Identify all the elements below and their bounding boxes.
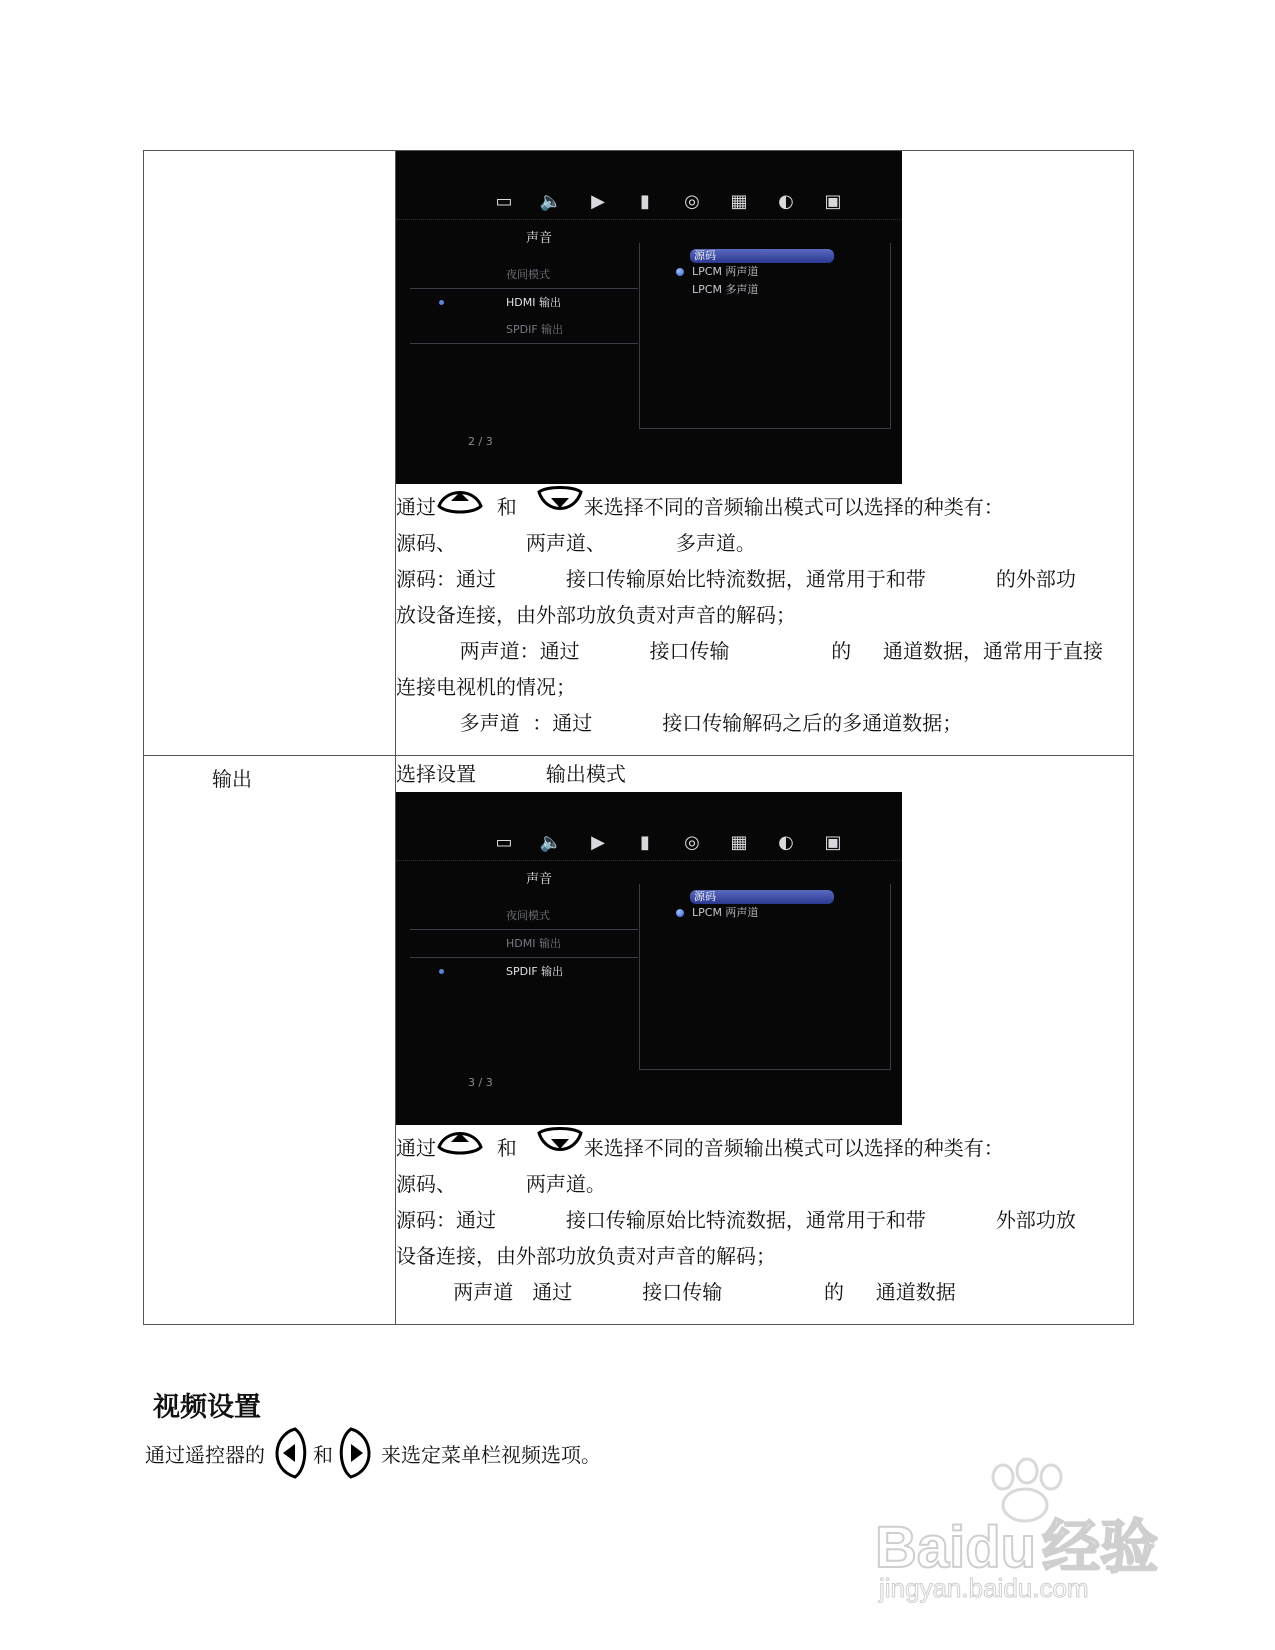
paragraph-line: 多声道 ：通过 接口传输解码之后的多通道数据； [396,711,963,735]
option-lpcm-2ch[interactable] [640,904,890,922]
radio-selected-icon [676,268,684,276]
row2-label: 输出 [212,767,252,791]
page-indicator: 3 / 3 [468,1076,493,1089]
settings-menu [410,261,638,344]
header-divider [396,860,902,861]
watermark-url: jingyan.baidu.com [879,1573,1089,1603]
clapper-icon: ▮ [640,190,650,212]
text: 和 [496,495,517,519]
row1-label-cell [144,151,396,756]
play-icon: ▶ [591,190,605,212]
down-arrow-button-icon [536,484,584,518]
paragraph-line: 源码、 两声道、 多声道。 [396,531,756,555]
box-icon: ▣ [824,831,842,853]
audio-menu-screenshot-2 [396,792,902,1125]
right-arrow-button-icon [333,1425,381,1481]
page-indicator: 2 / 3 [468,435,493,448]
paragraph-line: 两声道：通过 接口传输 的 通道数据，通常用于直接 [396,639,1104,663]
menu-title: 声音 [526,231,553,246]
menu-item-hdmi-output[interactable]: HDMI 输出 [506,937,561,950]
menu-item-spdif-output[interactable]: SPDIF 输出 [506,323,564,336]
menu-item-hdmi-output[interactable] [410,289,638,316]
text: 通过遥控器的 [145,1442,265,1467]
tv-icon: ▭ [495,831,513,853]
row2-content-cell [396,756,1134,1325]
power-icon: ◐ [778,831,794,853]
instruction-line [396,1125,1133,1166]
option-lpcm-multi[interactable]: LPCM 多声道 [692,283,759,296]
tv-icon: ▭ [495,190,513,212]
menu-icon-bar [492,187,845,215]
content-table [143,150,1134,1325]
option-label: LPCM 两声道 [692,906,759,919]
down-arrow-button-icon [536,1125,584,1159]
options-panel [639,884,891,1070]
menu-icon-bar [492,828,845,856]
speaker-icon: 🔈 [539,190,563,212]
left-arrow-button-icon [265,1425,313,1481]
paragraph-line: 设备连接，由外部功放负责对声音的解码； [396,1244,776,1268]
paragraph-line: 选择设置 输出模式 [396,762,626,786]
settings-menu [410,902,638,985]
watermark-brand-cn: 经验 [1042,1513,1159,1581]
menu-item-night-mode[interactable]: 夜间模式 [506,268,550,281]
option-source[interactable]: 源码 [690,890,834,904]
paragraph-line: 放设备连接，由外部功放负责对声音的解码； [396,603,796,627]
menu-item-spdif-output[interactable] [410,958,638,985]
menu-divider [410,343,638,344]
video-settings-instruction [145,1425,601,1481]
power-icon: ◐ [778,190,794,212]
text: 通过 [396,495,436,519]
paragraph-line: 两声道 通过 接口传输 的 通道数据 [396,1280,956,1304]
menu-item-label: HDMI 输出 [506,296,561,309]
menu-title: 声音 [526,872,553,887]
menu-item-label: SPDIF 输出 [506,965,564,978]
paragraph-line: 连接电视机的情况； [396,675,576,699]
selection-bullet-icon [439,300,444,305]
up-arrow-button-icon [436,484,484,518]
globe-icon: ◎ [684,831,700,853]
option-lpcm-2ch[interactable] [640,263,890,281]
paragraph-line: 源码：通过 接口传输原始比特流数据，通常用于和带 外部功放 [396,1208,1076,1232]
option-label: LPCM 两声道 [692,265,759,278]
row2-label-cell [144,756,396,1325]
watermark-brand: Baidu 经验 [875,1513,1159,1581]
table-row [144,151,1134,756]
globe-icon: ◎ [684,190,700,212]
row1-content-cell [396,151,1134,756]
speaker-icon: 🔈 [539,831,563,853]
section-heading: 视频设置 [153,1392,261,1423]
clapper-icon: ▮ [640,831,650,853]
text: 来选择不同的音频输出模式可以选择的种类有： [583,1136,1004,1160]
paragraph-line: 源码、 两声道。 [396,1172,606,1196]
text: 和 [496,1136,517,1160]
baidu-jingyan-watermark [875,1455,1195,1605]
text: 来选定菜单栏视频选项。 [381,1442,601,1467]
text: 通过 [396,1136,436,1160]
options-panel [639,243,891,429]
header-divider [396,219,902,220]
table-row [144,756,1134,1325]
option-source[interactable]: 源码 [690,249,834,263]
play-icon: ▶ [591,831,605,853]
menu-item-night-mode[interactable]: 夜间模式 [506,909,550,922]
windows-icon: ▦ [730,831,748,853]
instruction-line [396,484,1133,525]
radio-selected-icon [676,909,684,917]
windows-icon: ▦ [730,190,748,212]
row1-label [144,151,395,158]
text: 和 [313,1442,333,1467]
text: 来选择不同的音频输出模式可以选择的种类有： [583,495,1004,519]
paragraph-line: 源码：通过 接口传输原始比特流数据，通常用于和带 的外部功 [396,567,1076,591]
up-arrow-button-icon [436,1125,484,1159]
audio-menu-screenshot-1 [396,151,902,484]
box-icon: ▣ [824,190,842,212]
selection-bullet-icon [439,969,444,974]
